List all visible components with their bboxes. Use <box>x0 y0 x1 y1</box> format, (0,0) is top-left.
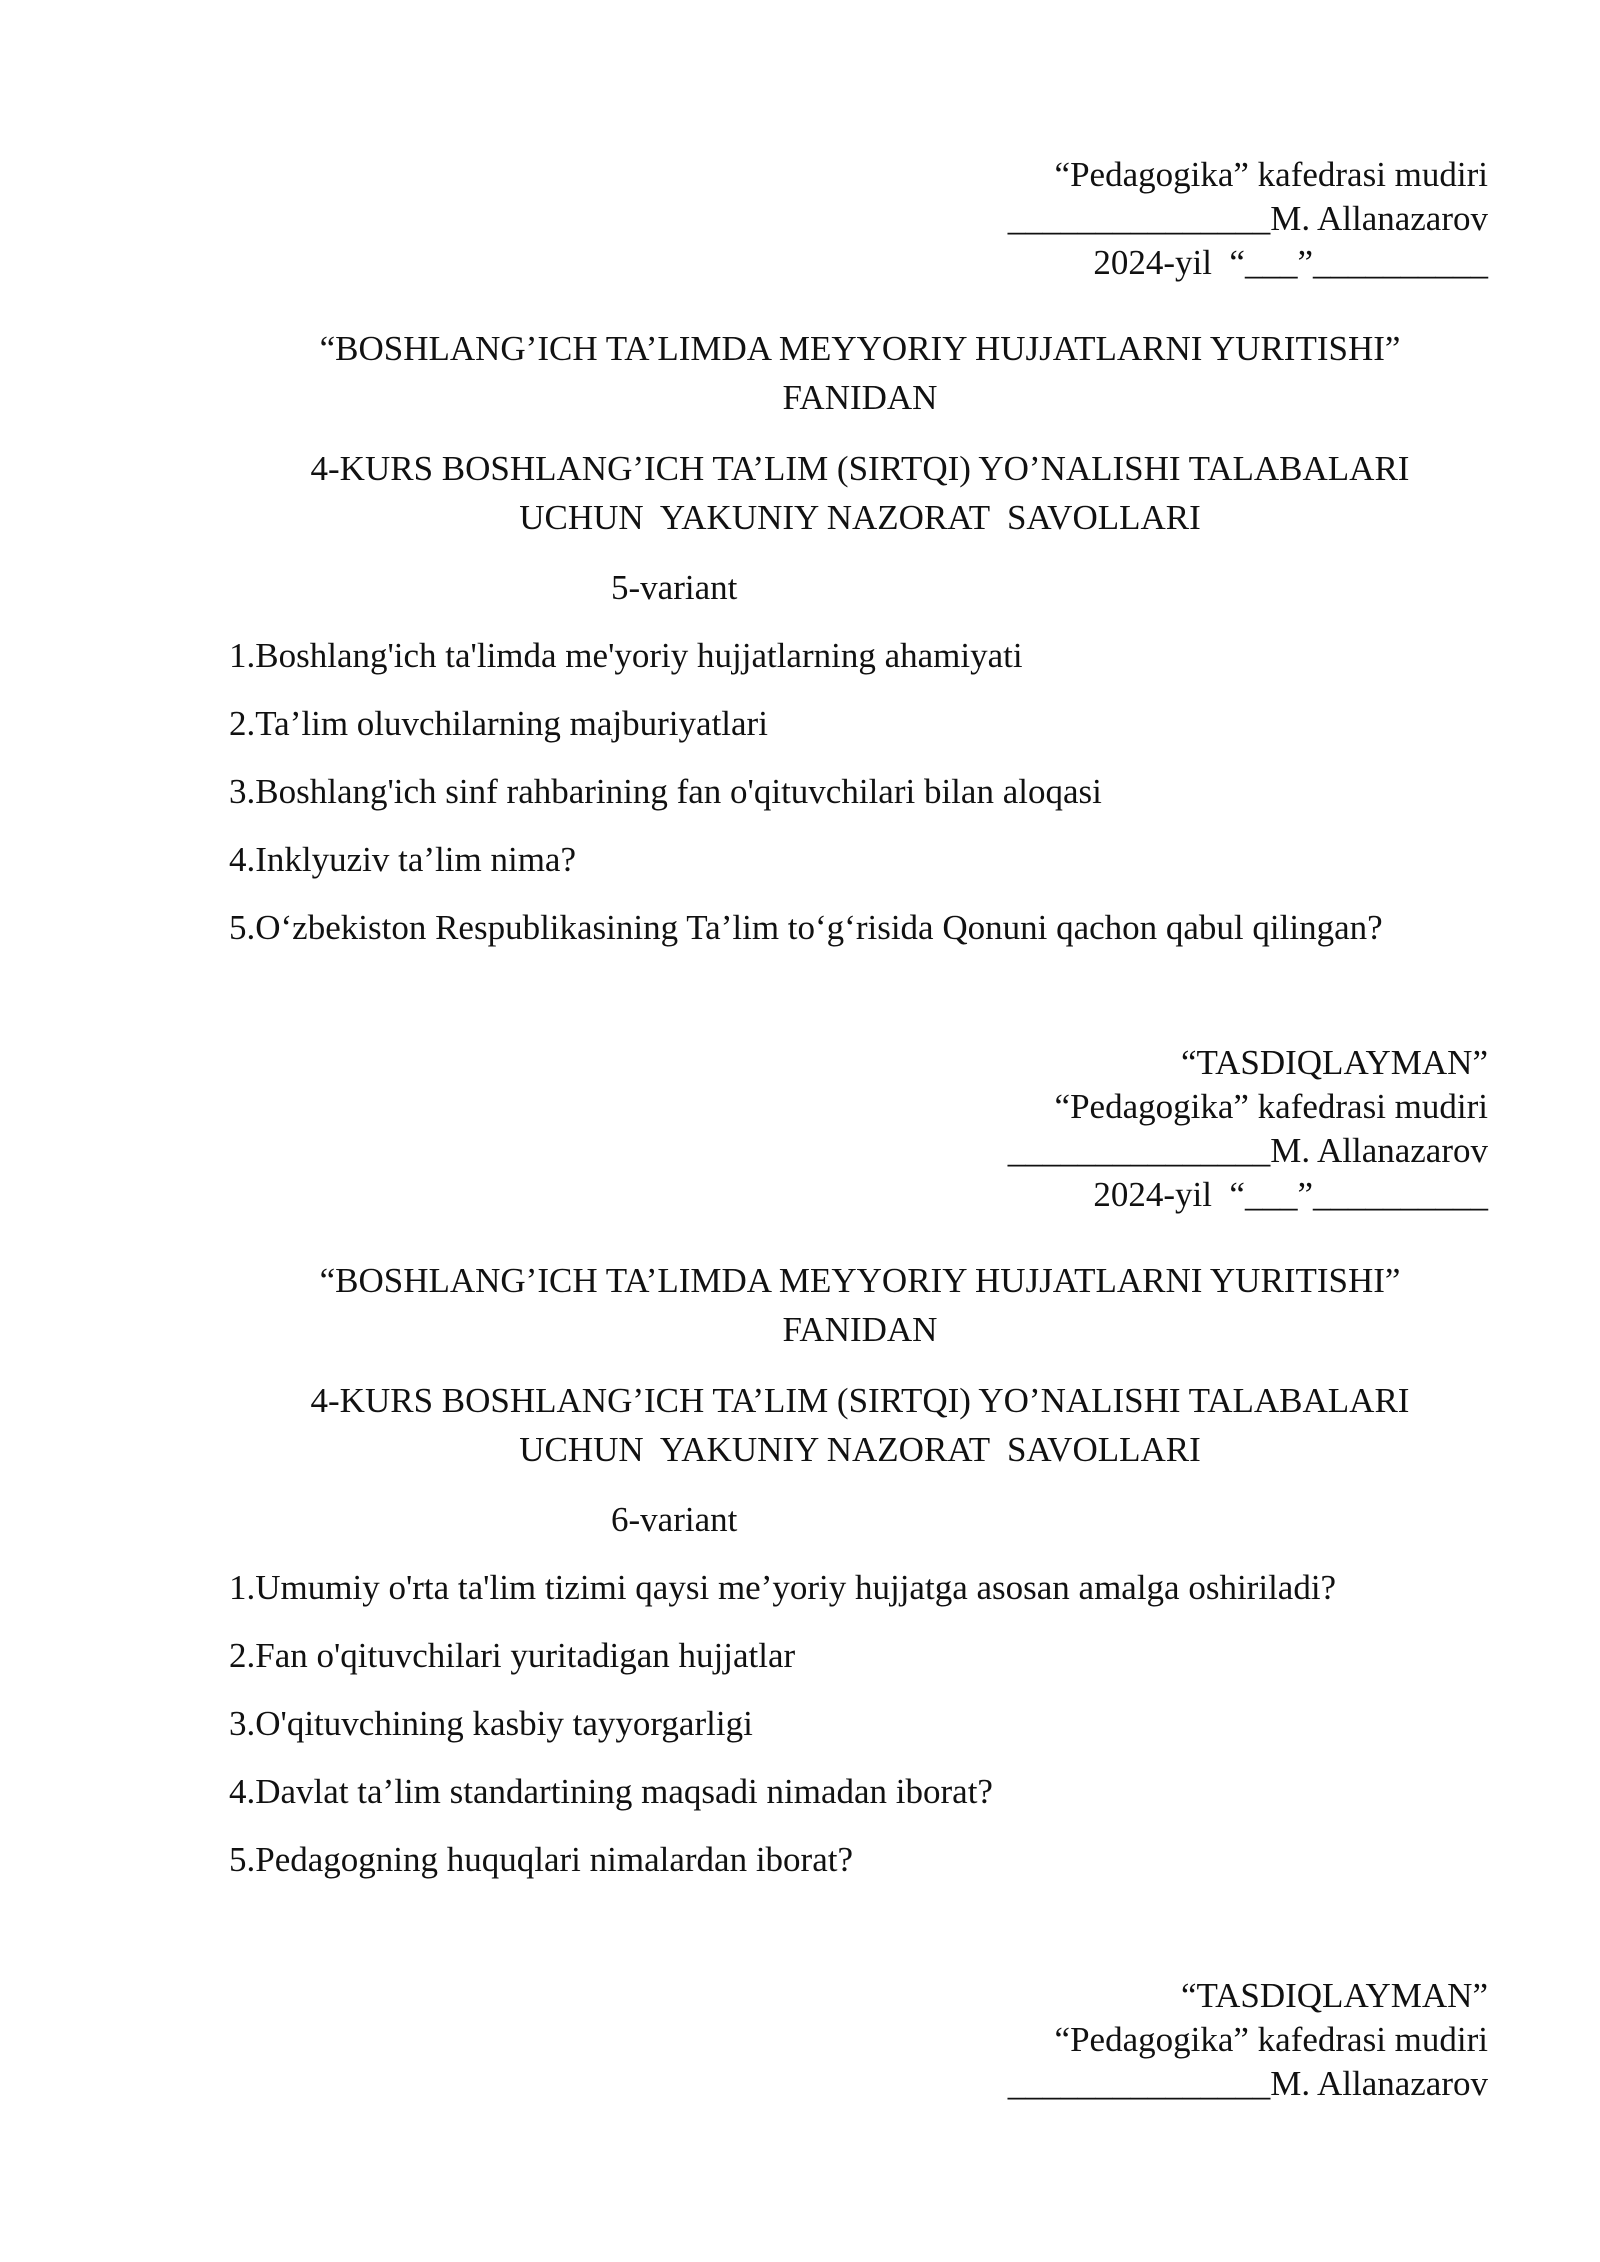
approval-dept-line: “Pedagogika” kafedrasi mudiri <box>1054 1087 1488 1126</box>
question-item: 4.Davlat ta’lim standartining maqsadi nimadan iborat? <box>229 1772 993 1811</box>
question-list-1 <box>229 634 1383 974</box>
exam-title-1 <box>0 327 1600 545</box>
title-line-students: 4-KURS BOSHLANG’ICH TA’LIM (SIRTQI) YO’NALISHI TALABALARI <box>310 449 1410 488</box>
approval-date-line: 2024-yil “___”__________ <box>1093 243 1488 282</box>
approval-heading: “TASDIQLAYMAN” <box>1181 1976 1488 2015</box>
approval-sign-line: _______________M. Allanazarov <box>1007 2064 1488 2103</box>
variant-label-2: 6-variant <box>611 1500 738 1539</box>
title-line-final-questions: UCHUN YAKUNIY NAZORAT SAVOLLARI <box>519 1430 1201 1469</box>
question-item: 3.Boshlang'ich sinf rahbarining fan o'qituvchilari bilan aloqasi <box>229 772 1102 811</box>
variant-label-1: 5-variant <box>611 568 738 607</box>
approval-sign-line: _______________M. Allanazarov <box>1007 199 1488 238</box>
approval-sign-line: _______________M. Allanazarov <box>1007 1131 1488 1170</box>
question-list-2 <box>229 1566 1336 1906</box>
title-line-students: 4-KURS BOSHLANG’ICH TA’LIM (SIRTQI) YO’NALISHI TALABALARI <box>310 1381 1410 1420</box>
question-item: 4.Inklyuziv ta’lim nima? <box>229 840 576 879</box>
exam-title-2 <box>0 1259 1600 1477</box>
approval-block-3 <box>1008 1974 1488 2106</box>
title-line-final-questions: UCHUN YAKUNIY NAZORAT SAVOLLARI <box>519 498 1201 537</box>
question-item: 3.O'qituvchining kasbiy tayyorgarligi <box>229 1704 753 1743</box>
question-item: 1.Boshlang'ich ta'limda me'yoriy hujjatlarning ahamiyati <box>229 636 1023 675</box>
title-line-course-name: “BOSHLANG’ICH TA’LIMDA MEYYORIY HUJJATLARNI YURITISHI” <box>319 329 1401 368</box>
question-item: 5.Pedagogning huquqlari nimalardan iborat? <box>229 1840 854 1879</box>
question-item: 1.Umumiy o'rta ta'lim tizimi qaysi me’yoriy hujjatga asosan amalga oshiriladi? <box>229 1568 1337 1607</box>
approval-block-2 <box>1008 1041 1488 1217</box>
question-item: 2.Fan o'qituvchilari yuritadigan hujjatlar <box>229 1636 796 1675</box>
title-line-course-name: “BOSHLANG’ICH TA’LIMDA MEYYORIY HUJJATLARNI YURITISHI” <box>319 1261 1401 1300</box>
title-line-fanidan: FANIDAN <box>782 1310 938 1349</box>
question-item: 2.Ta’lim oluvchilarning majburiyatlari <box>229 704 768 743</box>
approval-block-1 <box>1008 153 1488 285</box>
approval-heading: “TASDIQLAYMAN” <box>1181 1043 1488 1082</box>
question-item: 5.O‘zbekiston Respublikasining Ta’lim to‘g‘risida Qonuni qachon qabul qilingan? <box>229 908 1383 947</box>
approval-date-line: 2024-yil “___”__________ <box>1093 1175 1488 1214</box>
title-line-fanidan: FANIDAN <box>782 378 938 417</box>
approval-dept-line: “Pedagogika” kafedrasi mudiri <box>1054 2020 1488 2059</box>
approval-dept-line: “Pedagogika” kafedrasi mudiri <box>1054 155 1488 194</box>
